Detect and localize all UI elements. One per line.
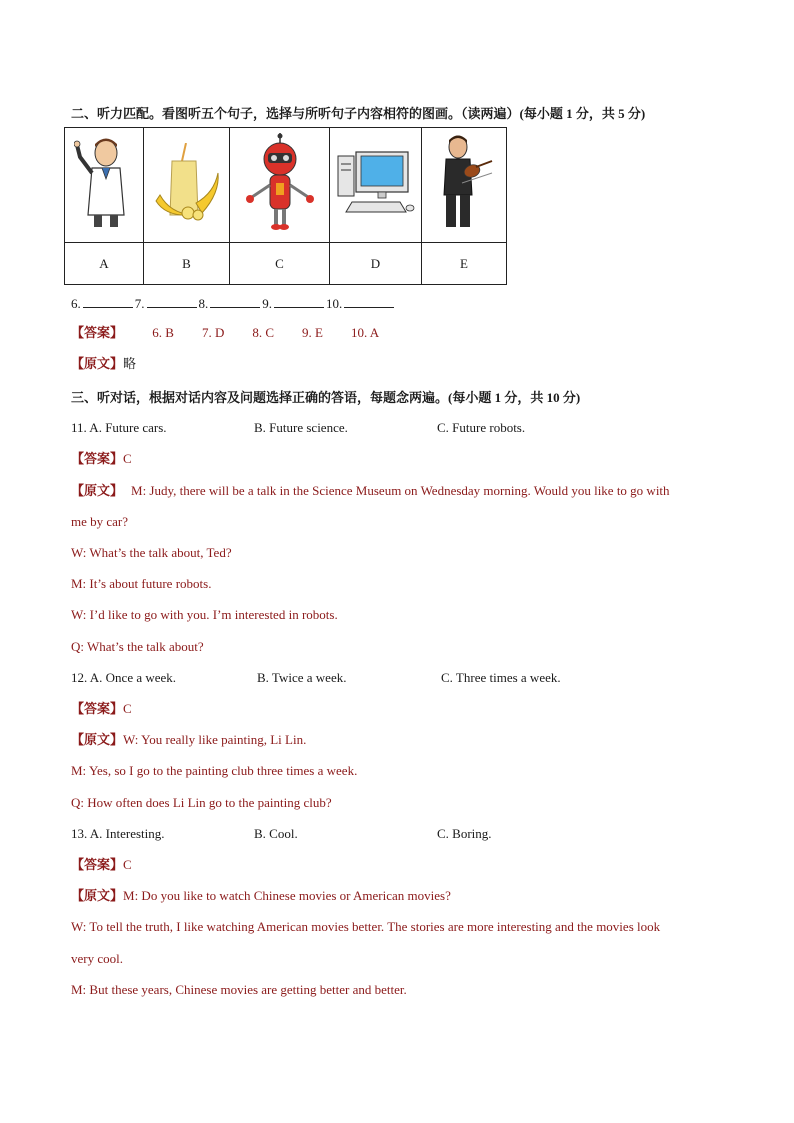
doctor-icon	[74, 135, 134, 230]
q11-transcript-line-5: W: I’d like to go with you. I’m interested in robots.	[71, 607, 338, 622]
computer-icon	[336, 148, 416, 218]
blank-label-7: 7.	[134, 296, 145, 311]
answer-8: 8. C	[252, 325, 274, 340]
q13-transcript-line-2: W: To tell the truth, I like watching American movies better. The stories are more interesting and the movies look	[71, 919, 661, 934]
blank-7[interactable]	[147, 295, 197, 308]
q11-transcript-line-2: me by car?	[71, 514, 129, 529]
q11-option-a: 11. A. Future cars.	[71, 420, 167, 435]
blank-6[interactable]	[83, 295, 133, 308]
answer-tag: 【答案】	[71, 325, 124, 340]
q11-answer: C	[123, 451, 132, 466]
violinist-icon	[432, 133, 496, 233]
q12-transcript-line-3: Q: How often does Li Lin go to the painting club?	[71, 795, 332, 810]
q11-option-c: C. Future robots.	[437, 420, 526, 435]
picture-label-b: B	[144, 243, 230, 285]
blank-label-6: 6.	[71, 296, 81, 311]
section2-transcript: 略	[123, 356, 137, 371]
q13-answer-tag: 【答案】	[71, 857, 124, 872]
q13-option-b: B. Cool.	[254, 826, 298, 841]
q11-transcript-line-6: Q: What’s the talk about?	[71, 639, 204, 654]
q12-transcript-line-1	[71, 732, 306, 748]
q11-answer-tag: 【答案】	[71, 451, 124, 466]
q11-transcript-tag: 【原文】	[71, 483, 124, 498]
q12-transcript-tag: 【原文】	[71, 732, 124, 747]
q12-option-c: C. Three times a week.	[441, 670, 561, 685]
blank-label-9: 9.	[262, 296, 272, 311]
q12-transcript-text-1: W: You really like painting, Li Lin.	[123, 732, 307, 747]
q13-transcript-line-4: M: But these years, Chinese movies are getting better and better.	[71, 982, 407, 997]
juice-bananas-icon	[152, 143, 222, 223]
picture-cell-b	[144, 128, 230, 243]
q11-transcript-line-3: W: What’s the talk about, Ted?	[71, 545, 232, 560]
q11-option-b: B. Future science.	[254, 420, 348, 435]
q12-answer-line	[71, 701, 132, 717]
transcript-tag: 【原文】	[71, 356, 124, 371]
answer-10: 10. A	[350, 325, 380, 340]
q11-transcript-line-4: M: It’s about future robots.	[71, 576, 212, 591]
picture-cell-c	[230, 128, 330, 243]
section2-answers	[152, 325, 407, 341]
q11-answer-line	[71, 451, 132, 467]
q12-option-a: 12. A. Once a week.	[71, 670, 177, 685]
picture-label-c: C	[230, 243, 330, 285]
q11-transcript-text-1: M: Judy, there will be a talk in the Science Museum on Wednesday morning. Would you like to go with	[131, 483, 670, 498]
blank-label-10: 10.	[326, 296, 343, 311]
answer-blanks-row	[71, 295, 396, 312]
q12-transcript-line-2: M: Yes, so I go to the painting club three times a week.	[71, 763, 358, 778]
picture-label-d: D	[330, 243, 422, 285]
q13-answer: C	[123, 857, 132, 872]
picture-cell-d	[330, 128, 422, 243]
answer-7: 7. D	[201, 325, 225, 340]
picture-label-a: A	[65, 243, 144, 285]
blank-8[interactable]	[210, 295, 260, 308]
picture-label-e: E	[422, 243, 507, 285]
q12-option-b: B. Twice a week.	[257, 670, 347, 685]
answer-9: 9. E	[302, 325, 323, 340]
blank-10[interactable]	[344, 295, 394, 308]
q13-transcript-tag: 【原文】	[71, 888, 124, 903]
picture-table	[64, 127, 507, 285]
q13-answer-line	[71, 857, 132, 873]
q13-transcript-text-1: M: Do you like to watch Chinese movies or American movies?	[123, 888, 451, 903]
q13-option-a: 13. A. Interesting.	[71, 826, 165, 841]
q13-option-c: C. Boring.	[437, 826, 492, 841]
picture-cell-e	[422, 128, 507, 243]
q13-transcript-line-3: very cool.	[71, 951, 123, 966]
q12-answer-tag: 【答案】	[71, 701, 124, 716]
picture-cell-a	[65, 128, 144, 243]
section2-heading: 二、听力匹配。看图听五个句子，选择与所听句子内容相符的图画。（读两遍）(每小题 1 分，共 5 分)	[71, 106, 646, 121]
section2-answer-line	[71, 325, 407, 341]
section2-transcript-line	[71, 356, 136, 372]
q11-transcript-line-1	[71, 483, 670, 499]
answer-6: 6. B	[152, 325, 174, 340]
blank-label-8: 8.	[198, 296, 209, 311]
q13-transcript-line-1	[71, 888, 451, 904]
blank-9[interactable]	[274, 295, 324, 308]
robot-icon	[240, 133, 320, 233]
q12-answer: C	[123, 701, 132, 716]
section3-heading: 三、听对话，根据对话内容及问题选择正确的答语，每题念两遍。(每小题 1 分，共 10 分)	[71, 390, 581, 405]
